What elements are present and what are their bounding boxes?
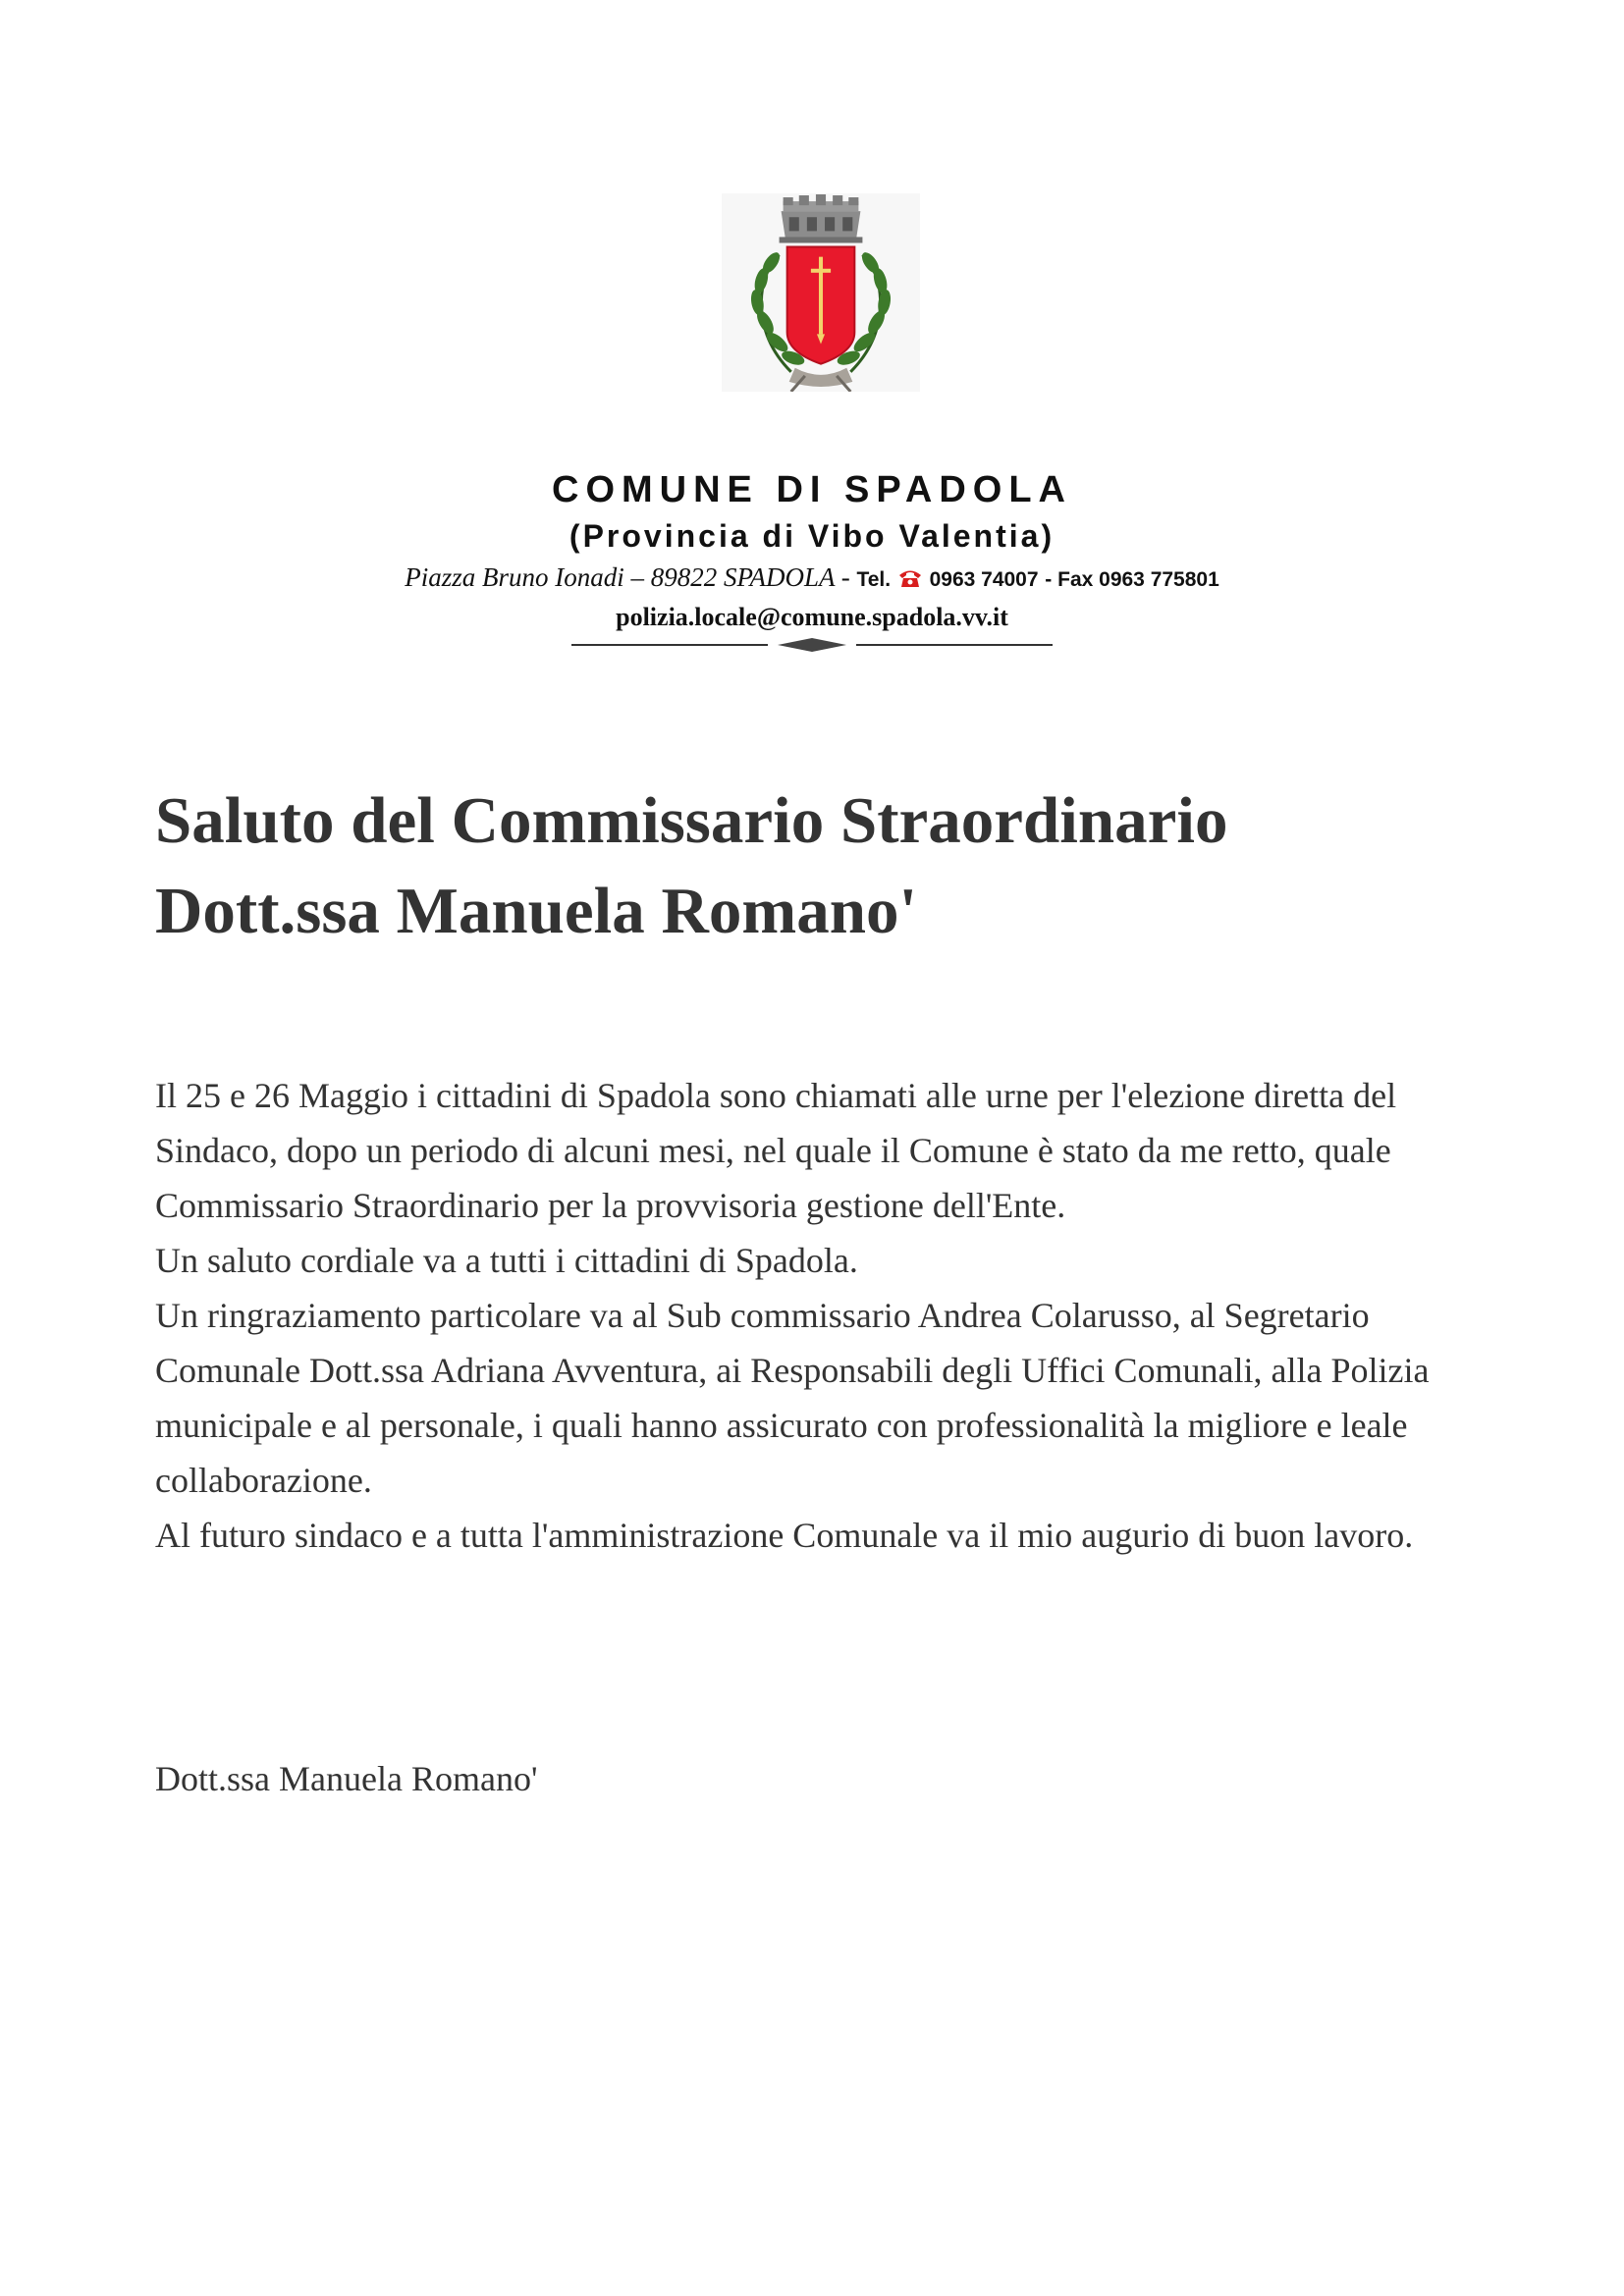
letterhead [0,465,1624,653]
title-line-2: Dott.ssa Manuela Romano' [155,875,918,947]
contact-line [0,558,1624,600]
paragraph-intro: Il 25 e 26 Maggio i cittadini di Spadola sono chiamati alle urne per l'elezione diretta del Sindaco, dopo un periodo di alcuni mesi, nel quale il Comune è stato da me retto, quale Commissario Straordinario per la provvisoria gestione dell'Ente. [155,1076,1397,1225]
paragraph-greeting: Un saluto cordiale va a tutti i cittadini di Spadola. [155,1241,858,1280]
coat-of-arms [722,193,920,392]
ornamental-divider [571,637,1053,653]
crown-icon [780,194,863,242]
paragraph-wishes: Al futuro sindaco e a tutta l'amministrazione Comunale va il mio augurio di buon lavoro. [155,1516,1414,1555]
page-title [155,775,1471,956]
province-label: (Provincia di Vibo Valentia) [568,518,1056,554]
tel-label: Tel. [856,568,892,591]
tel-number: 0963 74007 [929,568,1039,591]
address: Piazza Bruno Ionadi – 89822 SPADOLA - [405,562,850,592]
paragraph-thanks: Un ringraziamento particolare va al Sub commissario Andrea Colarusso, al Segretario Comunale Dott.ssa Adriana Avventura, ai Responsabili degli Uffici Comunali, alla Polizia municipale e al personale, i quali hanno assicurato con professionalità la migliore e leale collaborazione. [155,1296,1430,1500]
signature: Dott.ssa Manuela Romano' [155,1759,538,1798]
email-address[interactable]: polizia.locale@comune.spadola.vv.it [616,603,1008,631]
fax-number: - Fax 0963 775801 [1045,568,1219,591]
title-line-1: Saluto del Commissario Straordinario [155,784,1228,857]
telephone-icon [897,568,923,588]
letter-body [155,1068,1490,1563]
coat-of-arms-icon [722,193,920,392]
municipality-name: COMUNE DI SPADOLA [552,469,1072,510]
